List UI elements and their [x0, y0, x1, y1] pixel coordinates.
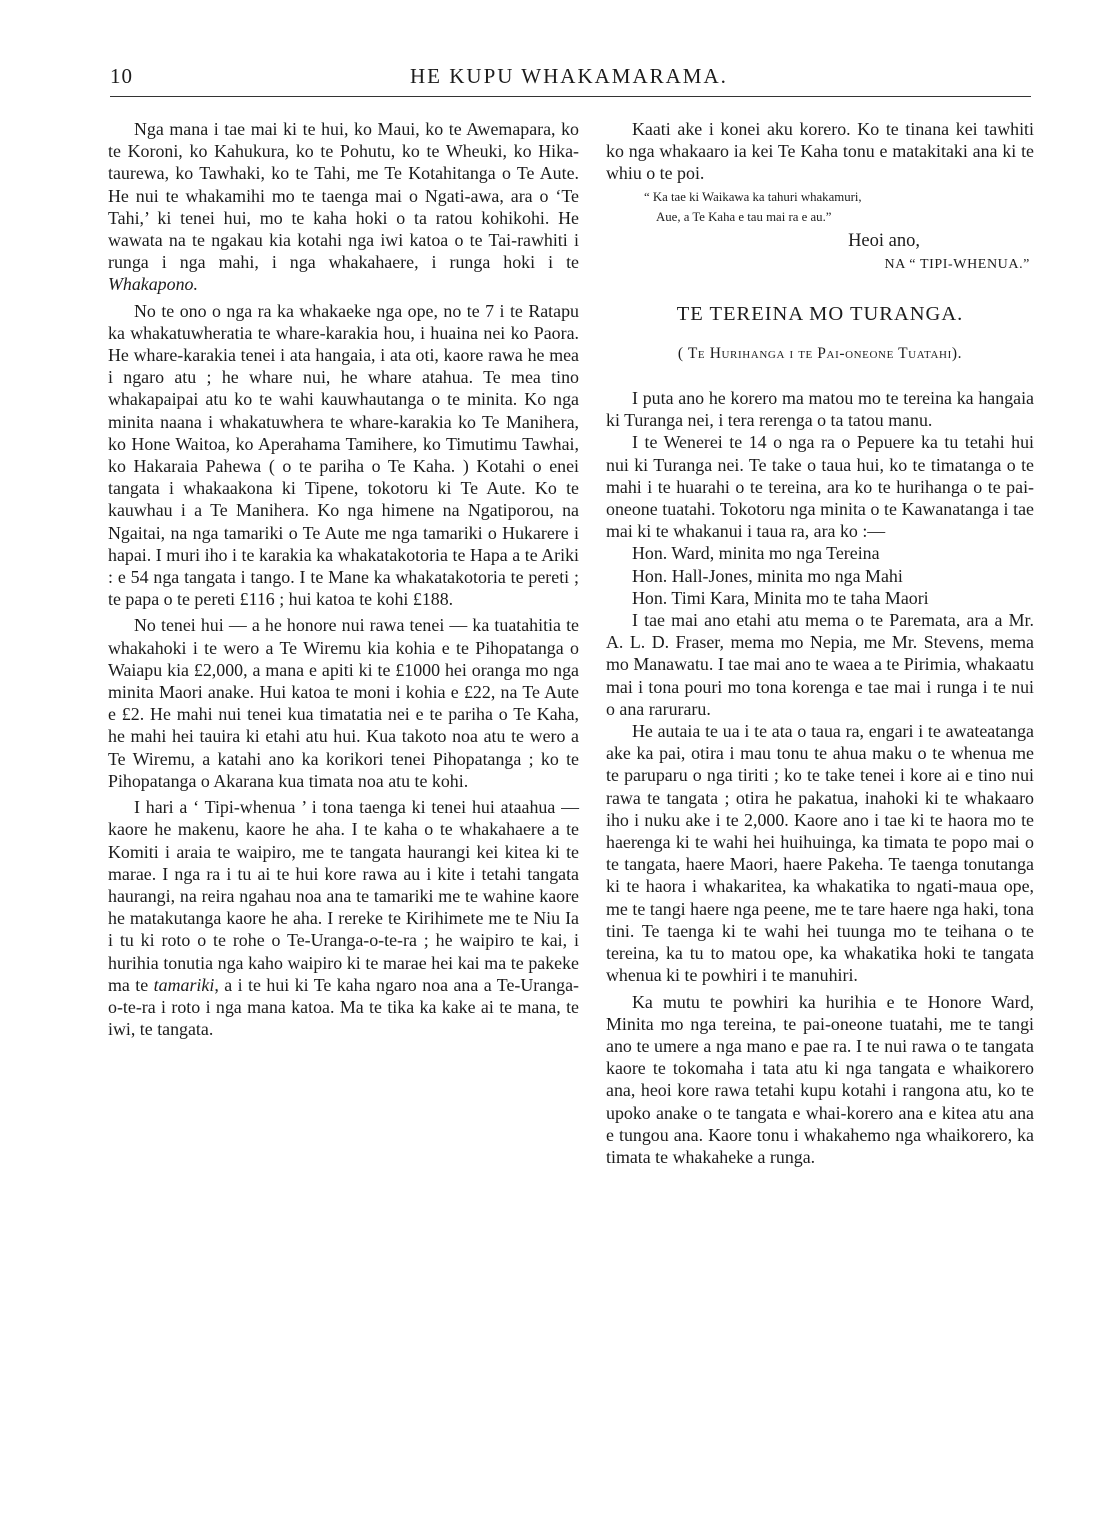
section-title: TE TEREINA MO TURANGA. [676, 302, 964, 325]
minister-list-item: Hon. Ward, minita mo nga Tereina [632, 543, 880, 564]
minister-list-item: Hon. Timi Kara, Minita mo te taha Maori [632, 587, 929, 608]
italic-whakapono: Whakapono. [108, 274, 198, 295]
paragraph-mana: Nga mana i tae mai ki te hui, ko Maui, ko te Awemapara, ko te Koroni, ko Kahukura, ko te Pohutu, ko te Wheuki, ko Hika-taurewa, ko Tawhaki, ko te Tahi, me Te Kotahitanga o Te Aute. He nui te whakamihi mo te taenga mai o Ngati-awa, ara o ‘Te Tahi,’ ki tenei hui, mo te kaha hoki o ta ratou kohikohi. He wawata na te ngakau kia kotahi nga iwi katoa o te Tai-rawhiti i runga i nga mahi, i nga whakahaere, i runga hoki i te Whakapono. [108, 119, 579, 295]
right-column [606, 118, 1034, 1168]
paragraph-ua: He autaia te ua i te ata o taua ra, engari i te awateatanga ake ka pai, otira i mau tonu te ahua maku o te whenua me te paruparu o nga tiriti ; ko te take tenei i kore ai e tino nui rawa te tangata ; otira he pakatua, inahoki ki te whakaaro iho i nuku ake i te 2,000. Kaore ano i tae ki te haora mo te haerenga ki te wahi hei huihuinga, ka timata te popo mai o te tangata, haere Maori, haere Pakeha. Te taenga tonutanga ki te haora i whakaritea, ka whakatika to ngati-maua ope, me te tangi haere nga peene, me te tare haere nga haki, tona tini. Te taenga ki te wahi hei tuunga mo te teihana o te tereina, ka tu to matou ope, ka whakatika hoki te tangata whenua ki te powhiri i te manuhiri. [606, 721, 1034, 986]
section-subtitle: ( Te Hurihanga i te Pai-oneone Tuatahi). [677, 344, 963, 362]
paragraph-wenerei: I te Wenerei te 14 o nga ra o Pepuere ka tu tetahi hui nui ki Turanga nei. Te take o taua hui, ko te timatanga o te mahi i te huarahi o te tereina, ara ko te hurihanga o te pai-oneone tuatahi. Tokotoru nga minita o te Kawanatanga i tae mai ki te whakanui i taua ra, ara ko :— [606, 432, 1034, 542]
poem-quote [606, 187, 1034, 227]
signoff-heoi: Heoi ano, [848, 230, 920, 251]
quote-line: “ Ka tae ki Waikawa ka tahuri whakamuri, [644, 189, 862, 204]
minister-list-item: Hon. Hall-Jones, minita mo nga Mahi [632, 565, 903, 586]
page-number: 10 [110, 64, 133, 88]
paragraph-kaati: Kaati ake i konei aku korero. Ko te tinana kei tawhiti ko nga whakaaro ia kei Te Kaha tonu e matakitaki ana ki te whiu o te poi. [606, 119, 1034, 184]
signoff [606, 229, 1034, 277]
running-head: HE KUPU WHAKAMARAMA. [410, 64, 728, 88]
paragraph-paremata: I tae mai ano etahi atu mema o te Paremata, ara a Mr. A. L. D. Fraser, mema mo Nepia, me Mr. Stevens, mema mo Manawatu. I tae mai ano te waea a te Pirimia, whakaatu mai i tona pouri mo tona korenga e tae mai i runga i te nui o ana raruraru. [606, 610, 1034, 719]
italic-tamariki: tamariki [153, 974, 215, 995]
paragraph-tipi-whenua: I hari a ‘ Tipi-whenua ’ i tona taenga ki tenei hui ataahua — kaore he makenu, kaore he aha. I te kaha o te whakahaere a te Komiti i araia te waipiro, me te tangata haurangi kei kitea ki te marae. I nga ra i tu ai te hui kore rawa au i kite i tetahi tangata haurangi, na reira ngahau noa ana te tamariki me te wahine kaore he matakutanga kaore he aha. I rereke te Kirihimete me te Niu Ia i tu ki roto o te rohe o Te-Uranga-o-te-ra ; he waipiro te kai, i hurihia tonutia nga kaho waipiro ki te marae hei kai ma te pakeke ma te tamariki, a i te hui ki Te kaha ngaro noa ana a Te-Uranga-o-te-ra i roto i nga mana katoa. Ma te tika ka kake ai te mana, te iwi, te tangata. [108, 797, 579, 1040]
paragraph-honore: No tenei hui — a he honore nui rawa tenei — ka tuatahitia te whakahoki i te wero a Te Wiremu kia kohia e te Pihopatanga o Waiapu kia £2,000, a mana e apiti ki te £1000 hei oranga mo nga minita Maori anake. Hui katoa te moni i kohia e £22, na Te Aute e £2. He mahi nui tenei kua timatatia nei e te pariha o Te Kaha, he mahi hei tauira ki etahi atu hui. Kua takoto noa atu te wero a Te Wiremu, a katahi ano ka korikori tenei Pihopatanga ; ko te Pihopatanga o Akarana kua timata noa atu te kohi. [108, 615, 579, 791]
quote-line: Aue, a Te Kaha e tau mai ra e au.” [656, 209, 832, 224]
signoff-author: NA “ TIPI-WHENUA.” [884, 256, 1030, 272]
left-column [108, 118, 579, 1040]
paragraph-powhiri: Ka mutu te powhiri ka hurihia e te Honore Ward, Minita mo nga tereina, te pai-oneone tuatahi, me te tangi ano te umere a nga mano e pae ra. I te nui rawa o te tangata kaore te tokomaha i tata atu ki nga tangata e whaikorero ana, heoi kore rawa tetahi kupu kotahi i rangona atu, ko te upoko anake o te tangata e whai-korero ana e kitea atu ana e tungou ana. Kaore tonu i whakahemo nga whaikorero, ka timata te whakaheke a runga. [606, 991, 1034, 1167]
paragraph-whare-karakia: No te ono o nga ra ka whakaeke nga ope, no te 7 i te Ratapu ka whakatuwheratia te whare-karakia hou, i huaina nei ko Paora. He whare-karakia tenei i ata hangaia, i ata oti, kaore rawa he mea i ngaro atu ; he whare nui, he whare atahua. Te mea tino whakapaipai atu ko te wahi kauwhautanga o te minita. Ko nga minita naana i whakatuwhera te whare-karakia ko Te Manihera, ko Hone Waitoa, ko Aperahama Tamihere, ko Timutimu Tawhai, ko Hakaraia Pahewa ( o te pariha o Te Kaha. ) Kotahi o enei tangata i whakaakona ki Tipene, tokotoru ki Te Aute. Ko te kauwhau i a Te Manihera. Ko nga himene na Ngatiporou, na Ngaitai, na nga tamariki o Te Aute me nga tamariki o Hukarere i hapai. I muri iho i te karakia ka whakatakotoria te Hapa a te Ariki : e 54 nga tangata i tango. I te Mane ka whakatakotoria te pereti ; te papa o te pereti £116 ; hui katoa te kohi £188. [108, 300, 579, 610]
page-header [110, 64, 1031, 96]
paragraph-tereina: I puta ano he korero ma matou mo te tereina ka hangaia ki Turanga nei, i tera rerenga o ta tatou manu. [606, 388, 1034, 431]
header-rule [110, 96, 1031, 97]
